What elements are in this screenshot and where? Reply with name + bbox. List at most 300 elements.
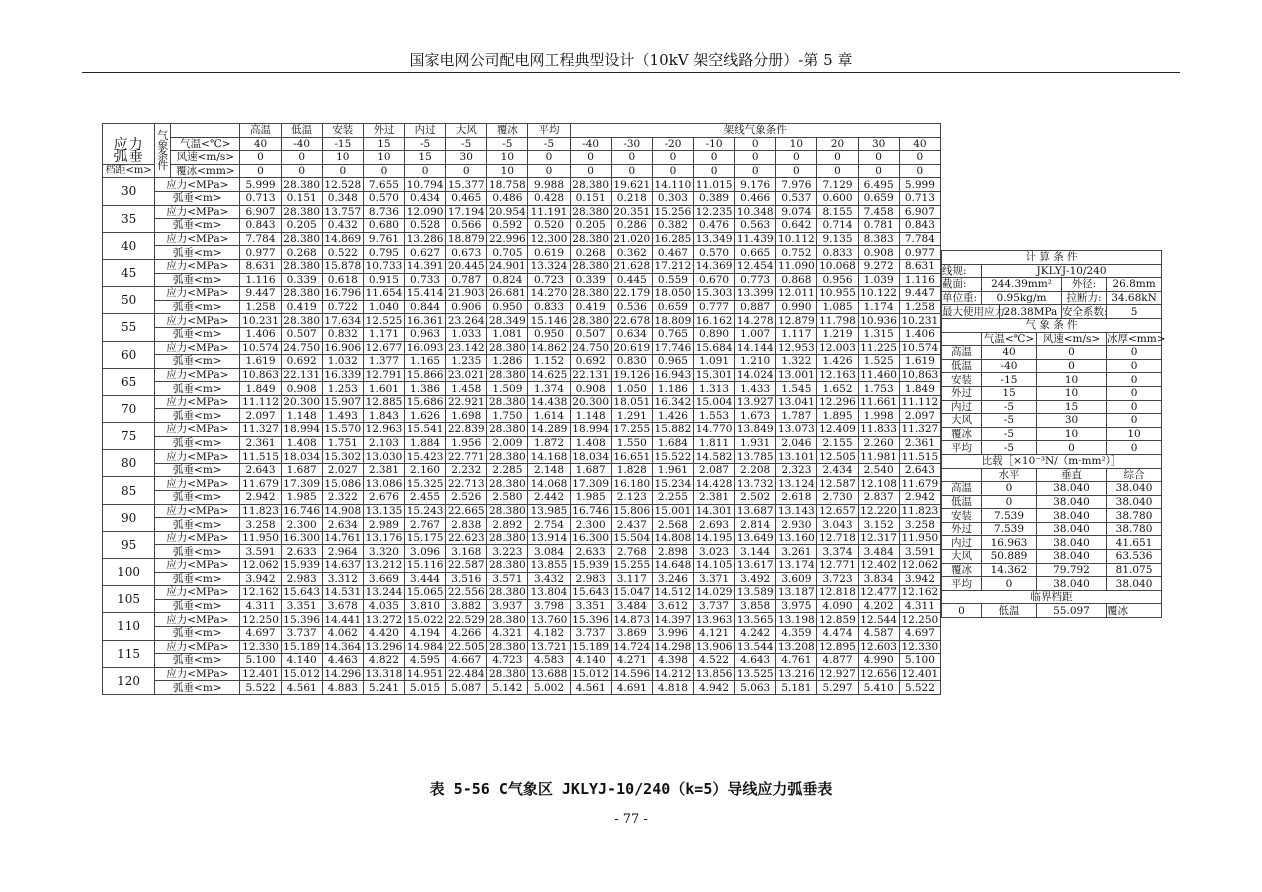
sag-value: 1.849 (899, 382, 940, 396)
stress-value: 12.300 (528, 232, 570, 246)
sag-value: 0.339 (570, 273, 611, 287)
stress-value: 16.339 (322, 368, 363, 382)
sag-value: 2.754 (528, 518, 570, 532)
weather-wind: 10 (1037, 427, 1107, 441)
stress-value: 11.090 (776, 259, 817, 273)
sag-value: 1.235 (446, 355, 487, 369)
stress-value: 15.022 (405, 613, 446, 627)
sag-value: 1.174 (858, 300, 899, 314)
sag-value: 4.990 (858, 654, 899, 668)
sag-label: 弧垂<m> (155, 327, 240, 341)
stress-value: 28.380 (570, 314, 611, 328)
stress-value: 13.208 (776, 640, 817, 654)
sag-value: 2.814 (735, 518, 776, 532)
stress-value: 20.300 (570, 395, 611, 409)
sag-value: 1.751 (322, 436, 363, 450)
stress-value: 28.380 (487, 613, 528, 627)
stress-value: 12.587 (817, 477, 858, 491)
sag-value: 1.550 (611, 436, 652, 450)
sag-value: 4.761 (776, 654, 817, 668)
sag-value: 2.442 (528, 491, 570, 505)
sag-value: 3.223 (487, 545, 528, 559)
stress-value: 14.512 (652, 586, 693, 600)
stress-value: 17.194 (446, 205, 487, 219)
load-horizontal: 0 (982, 482, 1037, 496)
sag-value: 0.723 (528, 273, 570, 287)
stress-value: 13.399 (735, 287, 776, 301)
corner-stress-label: 应力 (103, 124, 155, 151)
stress-value: 13.525 (735, 667, 776, 681)
sag-value: 0.618 (322, 273, 363, 287)
sag-value: 2.027 (322, 463, 363, 477)
stress-value: 8.631 (240, 259, 281, 273)
sag-value: 0.915 (363, 273, 404, 287)
calc-title: 计 算 条 件 (942, 251, 1162, 265)
sag-value: 1.117 (776, 327, 817, 341)
sag-value: 2.580 (487, 491, 528, 505)
stress-value: 9.135 (817, 232, 858, 246)
sag-value: 1.210 (735, 355, 776, 369)
sag-value: 1.374 (528, 382, 570, 396)
sag-value: 0.205 (281, 219, 322, 233)
sag-value: 1.884 (405, 436, 446, 450)
stress-value: 15.377 (446, 178, 487, 192)
stress-value: 12.656 (858, 667, 899, 681)
stress-value: 16.300 (570, 531, 611, 545)
stress-value: 15.012 (281, 667, 322, 681)
weather-name: 平均 (942, 441, 982, 455)
stress-value: 13.544 (735, 640, 776, 654)
sag-value: 5.241 (363, 681, 404, 695)
load-horizontal: 7.539 (982, 522, 1037, 536)
calc-title-row (942, 251, 1162, 265)
sag-value: 0.713 (240, 191, 281, 205)
weather-row (942, 373, 1162, 387)
stress-value: 16.342 (652, 395, 693, 409)
stress-value: 28.380 (487, 667, 528, 681)
load-name: 大风 (942, 550, 982, 564)
weather-wind: 10 (1037, 386, 1107, 400)
stress-value: 28.380 (487, 341, 528, 355)
stress-value: 13.244 (363, 586, 404, 600)
stress-value: 12.402 (858, 559, 899, 573)
stress-value: 13.721 (528, 640, 570, 654)
stress-value: 28.380 (487, 504, 528, 518)
stress-value: 17.309 (570, 477, 611, 491)
stress-value: 10.122 (858, 287, 899, 301)
corner-sag-label: 弧垂 (103, 151, 155, 165)
sag-value: 4.090 (817, 599, 858, 613)
sag-value: 3.609 (776, 572, 817, 586)
sag-value: 5.181 (776, 681, 817, 695)
erect-temp-8: 40 (899, 137, 940, 151)
erect-temp-4: 0 (735, 137, 776, 151)
stress-value: 28.380 (281, 205, 322, 219)
stress-label: 应力<MPa> (155, 178, 240, 192)
sag-value: 3.023 (694, 545, 735, 559)
stress-value: 12.927 (817, 667, 858, 681)
sag-value: 0.434 (405, 191, 446, 205)
span-value: 85 (103, 477, 155, 504)
stress-value: 15.047 (611, 586, 652, 600)
erect-ice-1: 0 (611, 164, 652, 178)
stress-value: 8.383 (858, 232, 899, 246)
load-name: 低温 (942, 495, 982, 509)
load-name: 安装 (942, 509, 982, 523)
stress-label: 应力<MPa> (155, 287, 240, 301)
weather-wind: 0 (1037, 359, 1107, 373)
weather-ice: 0 (1107, 441, 1162, 455)
stress-value: 9.074 (776, 205, 817, 219)
stress-value: 28.380 (570, 287, 611, 301)
sag-value: 3.798 (528, 599, 570, 613)
sag-value: 1.750 (487, 409, 528, 423)
sag-value: 2.087 (694, 463, 735, 477)
stress-value: 14.195 (694, 531, 735, 545)
sag-value: 1.895 (817, 409, 858, 423)
sag-value: 3.374 (817, 545, 858, 559)
load-name: 平均 (942, 577, 982, 591)
stress-value: 22.131 (281, 368, 322, 382)
stress-value: 15.866 (405, 368, 446, 382)
weight-label: 单位重: (942, 291, 982, 305)
stress-value: 13.760 (528, 613, 570, 627)
stress-value: 10.574 (240, 341, 281, 355)
sag-value: 0.600 (817, 191, 858, 205)
load-combined: 38.040 (1107, 482, 1162, 496)
sag-value: 0.908 (570, 382, 611, 396)
weather-temp: -5 (982, 414, 1037, 428)
sag-value: 2.618 (776, 491, 817, 505)
sag-value: 0.563 (735, 219, 776, 233)
sag-value: 1.433 (735, 382, 776, 396)
stress-value: 15.541 (405, 423, 446, 437)
sag-label: 弧垂<m> (155, 300, 240, 314)
sag-value: 1.032 (322, 355, 363, 369)
stress-value: 28.380 (281, 314, 322, 328)
stress-value: 17.255 (611, 423, 652, 437)
span-label: 档距<m> (103, 164, 155, 178)
col-temp-5: -5 (446, 137, 487, 151)
weather-row (942, 359, 1162, 373)
sag-label: 弧垂<m> (155, 626, 240, 640)
load-combined: 63.536 (1107, 550, 1162, 564)
stress-value: 22.839 (446, 423, 487, 437)
sag-value: 0.833 (817, 246, 858, 260)
load-combined: 38.040 (1107, 495, 1162, 509)
sag-value: 1.253 (322, 382, 363, 396)
sag-value: 1.116 (899, 273, 940, 287)
stress-label: 应力<MPa> (155, 504, 240, 518)
stress-value: 7.655 (363, 178, 404, 192)
stress-value: 15.256 (652, 205, 693, 219)
weather-temp: 15 (982, 386, 1037, 400)
stress-value: 28.380 (487, 477, 528, 491)
stress-value: 26.681 (487, 287, 528, 301)
stress-value: 15.303 (694, 287, 735, 301)
sag-value: 2.898 (652, 545, 693, 559)
stress-value: 14.724 (611, 640, 652, 654)
stress-row (103, 504, 941, 518)
stress-value: 19.126 (611, 368, 652, 382)
sag-value: 2.540 (858, 463, 899, 477)
sag-value: 1.753 (858, 382, 899, 396)
stress-value: 12.525 (363, 314, 404, 328)
span-value: 115 (103, 640, 155, 667)
stress-value: 28.349 (487, 314, 528, 328)
sag-value: 2.437 (611, 518, 652, 532)
load-horizontal: 0 (982, 577, 1037, 591)
sag-value: 0.673 (446, 246, 487, 260)
erect-wind-0: 0 (570, 151, 611, 165)
erect-temp-1: -30 (611, 137, 652, 151)
sag-value: 4.667 (446, 654, 487, 668)
sag-value: 4.140 (281, 654, 322, 668)
stress-value: 15.806 (611, 504, 652, 518)
break-value: 34.68kN (1107, 291, 1162, 305)
stress-value: 14.110 (652, 178, 693, 192)
sag-value: 0.787 (446, 273, 487, 287)
diameter-label: 外径: (1062, 278, 1107, 292)
stress-value: 18.994 (281, 423, 322, 437)
sag-value: 2.768 (611, 545, 652, 559)
stress-value: 28.380 (570, 259, 611, 273)
load-vertical: 38.040 (1037, 509, 1107, 523)
stress-value: 15.301 (694, 368, 735, 382)
stress-value: 15.686 (405, 395, 446, 409)
sag-value: 1.322 (776, 355, 817, 369)
load-header-row (942, 468, 1162, 482)
stress-value: 28.380 (570, 232, 611, 246)
sag-value: 3.669 (363, 572, 404, 586)
load-name: 覆冰 (942, 563, 982, 577)
sag-row (103, 409, 941, 423)
stress-value: 5.999 (240, 178, 281, 192)
sag-value: 1.148 (570, 409, 611, 423)
stress-value: 7.129 (817, 178, 858, 192)
col-name-3: 外过 (363, 124, 404, 138)
sag-value: 2.232 (446, 463, 487, 477)
weather-header-ice: 冰厚<mm> (1107, 332, 1166, 345)
sag-value: 2.502 (735, 491, 776, 505)
stress-value: 14.397 (652, 613, 693, 627)
sag-value: 3.152 (858, 518, 899, 532)
sag-value: 0.868 (776, 273, 817, 287)
sag-value: 3.810 (405, 599, 446, 613)
sag-value: 2.633 (570, 545, 611, 559)
sag-value: 3.996 (652, 626, 693, 640)
sag-value: 2.103 (363, 436, 404, 450)
sag-value: 1.956 (446, 436, 487, 450)
stress-value: 12.011 (776, 287, 817, 301)
sag-row (103, 599, 941, 613)
stress-value: 22.484 (446, 667, 487, 681)
stress-sag-table (102, 123, 941, 695)
safety-value: 5 (1107, 305, 1162, 319)
sag-value: 0.559 (652, 273, 693, 287)
stress-value: 12.162 (899, 586, 940, 600)
sag-value: 4.822 (363, 654, 404, 668)
erect-ice-2: 0 (652, 164, 693, 178)
sag-value: 0.428 (528, 191, 570, 205)
sag-value: 5.522 (240, 681, 281, 695)
col-temp-4: -5 (405, 137, 446, 151)
stress-value: 12.477 (858, 586, 899, 600)
sag-value: 4.691 (611, 681, 652, 695)
sag-value: 0.733 (405, 273, 446, 287)
stress-value: 22.505 (446, 640, 487, 654)
stress-value: 10.955 (817, 287, 858, 301)
sag-value: 2.285 (487, 463, 528, 477)
sag-value: 3.591 (240, 545, 281, 559)
sag-value: 1.091 (694, 355, 735, 369)
sag-value: 0.887 (735, 300, 776, 314)
span-value: 40 (103, 232, 155, 259)
stress-value: 13.198 (776, 613, 817, 627)
sag-value: 4.587 (858, 626, 899, 640)
weather-row (942, 414, 1162, 428)
stress-value: 20.351 (611, 205, 652, 219)
stress-label: 应力<MPa> (155, 341, 240, 355)
load-title-row (942, 454, 1162, 468)
weather-row (942, 427, 1162, 441)
stress-value: 12.163 (817, 368, 858, 382)
load-row (942, 563, 1162, 577)
weather-header-temp: 气温<℃> (982, 332, 1037, 346)
load-vertical: 79.792 (1037, 563, 1107, 577)
span-value: 105 (103, 586, 155, 613)
sag-value: 3.937 (487, 599, 528, 613)
load-vertical: 38.040 (1037, 536, 1107, 550)
stress-value: 18.034 (570, 450, 611, 464)
sag-value: 0.833 (528, 300, 570, 314)
col-wind-1: 0 (281, 151, 322, 165)
sag-value: 0.990 (776, 300, 817, 314)
sag-value: 4.561 (281, 681, 322, 695)
stress-value: 14.068 (528, 477, 570, 491)
blank-cell (942, 468, 982, 482)
weather-temp: -40 (982, 359, 1037, 373)
sag-value: 0.670 (694, 273, 735, 287)
stress-value: 24.901 (487, 259, 528, 273)
stress-value: 14.428 (694, 477, 735, 491)
sag-value: 3.144 (735, 545, 776, 559)
stress-label: 应力<MPa> (155, 314, 240, 328)
col-wind-2: 10 (322, 151, 363, 165)
sag-value: 0.522 (322, 246, 363, 260)
stress-value: 14.761 (322, 531, 363, 545)
col-temp-1: -40 (281, 137, 322, 151)
stress-value: 5.999 (899, 178, 940, 192)
stress-value: 18.758 (487, 178, 528, 192)
sag-value: 0.843 (240, 219, 281, 233)
stress-value: 16.093 (405, 341, 446, 355)
stress-value: 13.041 (776, 395, 817, 409)
sag-value: 4.522 (694, 654, 735, 668)
stress-value: 13.565 (735, 613, 776, 627)
stress-row (103, 586, 941, 600)
stress-value: 10.794 (405, 178, 446, 192)
sag-value: 3.084 (528, 545, 570, 559)
stress-value: 16.285 (652, 232, 693, 246)
stress-value: 13.649 (735, 531, 776, 545)
stress-value: 14.298 (652, 640, 693, 654)
col-name-7: 平均 (528, 124, 570, 138)
sag-value: 2.676 (363, 491, 404, 505)
stress-value: 14.596 (611, 667, 652, 681)
stress-value: 16.796 (322, 287, 363, 301)
stress-value: 11.679 (240, 477, 281, 491)
sag-row (103, 273, 941, 287)
stress-value: 14.438 (528, 395, 570, 409)
stress-value: 12.963 (363, 423, 404, 437)
stress-value: 12.162 (240, 586, 281, 600)
sag-label: 弧垂<m> (155, 246, 240, 260)
stress-value: 10.936 (858, 314, 899, 328)
sag-value: 0.536 (611, 300, 652, 314)
sag-value: 1.787 (776, 409, 817, 423)
sag-value: 5.002 (528, 681, 570, 695)
sag-value: 4.398 (652, 654, 693, 668)
sag-row (103, 626, 941, 640)
stress-label: 应力<MPa> (155, 640, 240, 654)
sag-label: 弧垂<m> (155, 355, 240, 369)
critical-value: 低温 (982, 604, 1037, 618)
stress-value: 15.882 (652, 423, 693, 437)
sag-value: 1.040 (363, 300, 404, 314)
sag-value: 2.255 (652, 491, 693, 505)
sag-value: 1.258 (240, 300, 281, 314)
sag-value: 1.509 (487, 382, 528, 396)
stress-value: 15.302 (322, 450, 363, 464)
sag-value: 0.432 (322, 219, 363, 233)
sag-value: 0.268 (570, 246, 611, 260)
stress-value: 14.873 (611, 613, 652, 627)
sag-value: 0.977 (899, 246, 940, 260)
sag-value: 1.619 (899, 355, 940, 369)
weather-ice: 0 (1107, 400, 1162, 414)
sag-value: 0.592 (487, 219, 528, 233)
sag-value: 0.465 (446, 191, 487, 205)
stress-value: 15.643 (281, 586, 322, 600)
sag-value: 1.985 (570, 491, 611, 505)
span-value: 70 (103, 395, 155, 422)
weather-name: 高温 (942, 346, 982, 360)
sag-label: 弧垂<m> (155, 273, 240, 287)
erect-temp-3: -10 (694, 137, 735, 151)
col-name-6: 覆冰 (487, 124, 528, 138)
sag-value: 3.484 (858, 545, 899, 559)
stress-value: 14.648 (652, 559, 693, 573)
stress-label: 应力<MPa> (155, 613, 240, 627)
stress-value: 13.617 (735, 559, 776, 573)
sag-value: 3.591 (899, 545, 940, 559)
stress-value: 12.677 (363, 341, 404, 355)
erect-temp-0: -40 (570, 137, 611, 151)
stress-value: 16.361 (405, 314, 446, 328)
sag-value: 3.246 (652, 572, 693, 586)
stress-row (103, 232, 941, 246)
sag-row (103, 463, 941, 477)
stress-value: 11.981 (858, 450, 899, 464)
stress-value: 22.623 (446, 531, 487, 545)
stress-value: 10.112 (776, 232, 817, 246)
col-wind-3: 10 (363, 151, 404, 165)
weather-row (942, 386, 1162, 400)
stress-value: 15.234 (652, 477, 693, 491)
sag-label: 弧垂<m> (155, 382, 240, 396)
stress-value: 13.086 (363, 477, 404, 491)
